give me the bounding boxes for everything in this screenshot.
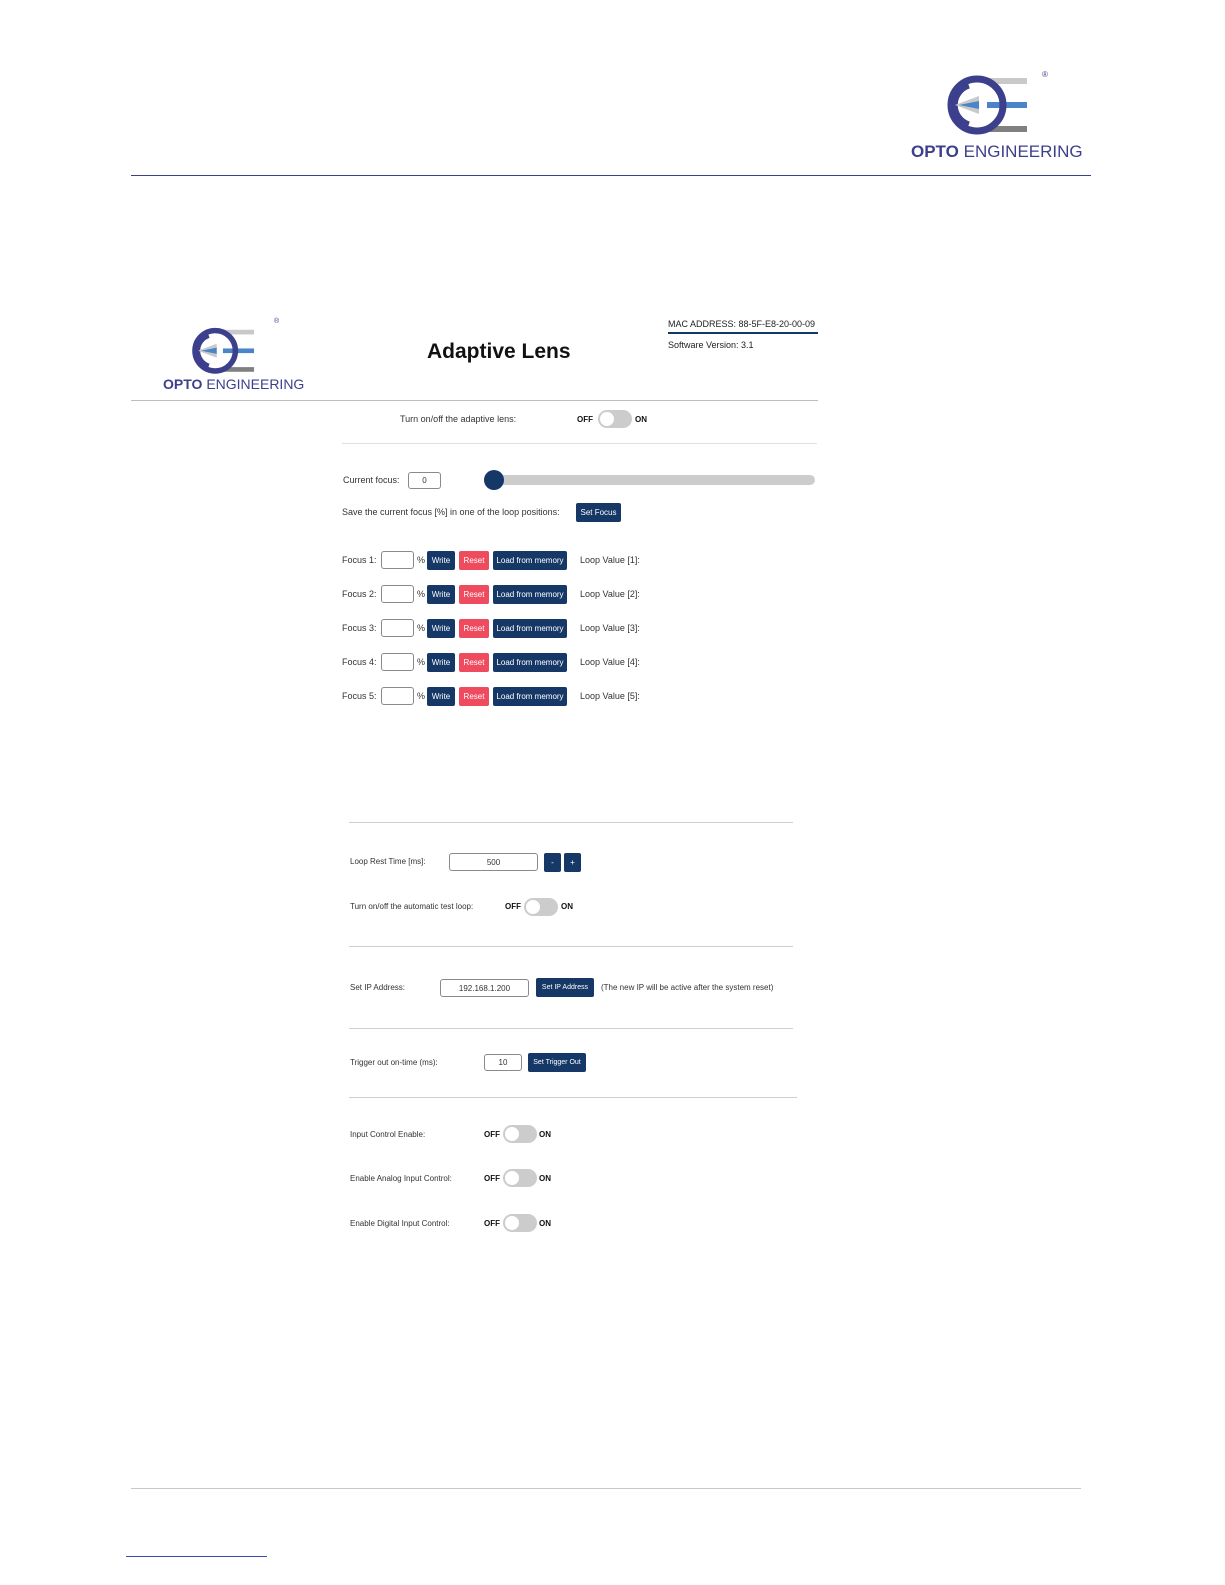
input-control-off: OFF <box>484 1130 500 1139</box>
loop-value-label: Loop Value [1]: <box>580 555 640 565</box>
write-button[interactable]: Write <box>427 619 455 638</box>
focus-label: Focus 5: <box>342 691 377 701</box>
ip-note: (The new IP will be active after the system reset) <box>601 983 774 992</box>
reset-button[interactable]: Reset <box>459 585 489 604</box>
divider-5 <box>349 1097 797 1098</box>
lens-toggle-on: ON <box>635 415 647 424</box>
focus-slider-thumb[interactable] <box>484 470 504 490</box>
test-loop-toggle-knob <box>526 900 540 914</box>
reset-button[interactable]: Reset <box>459 687 489 706</box>
app-header-divider <box>131 400 818 401</box>
analog-control-off: OFF <box>484 1174 500 1183</box>
lens-toggle-label: Turn on/off the adaptive lens: <box>400 414 517 424</box>
focus-input[interactable] <box>381 585 414 603</box>
software-version: Software Version: 3.1 <box>668 340 754 350</box>
write-button[interactable]: Write <box>427 687 455 706</box>
write-button[interactable]: Write <box>427 585 455 604</box>
ip-label: Set IP Address: <box>350 983 405 992</box>
mac-underline <box>668 332 818 334</box>
loop-value-label: Loop Value [2]: <box>580 589 640 599</box>
current-focus-input[interactable] <box>408 472 441 489</box>
app-logo-mark-icon <box>190 322 280 378</box>
analog-control-toggle-switch[interactable] <box>503 1169 537 1187</box>
trigger-input[interactable] <box>484 1054 522 1071</box>
analog-control-toggle-knob <box>505 1171 519 1185</box>
app-brand-light: ENGINEERING <box>206 376 305 392</box>
digital-control-toggle-switch[interactable] <box>503 1214 537 1232</box>
app-title: Adaptive Lens <box>427 340 571 363</box>
header-brand-light: ENGINEERING <box>963 142 1083 161</box>
load-from-memory-button[interactable]: Load from memory <box>493 551 567 570</box>
focus-label: Focus 4: <box>342 657 377 667</box>
loop-rest-minus-button[interactable]: - <box>544 853 561 872</box>
test-loop-on: ON <box>561 902 573 911</box>
trigger-label: Trigger out on-time (ms): <box>350 1058 438 1067</box>
divider-3 <box>349 946 793 947</box>
digital-control-on: ON <box>539 1219 551 1228</box>
loop-rest-plus-button[interactable]: + <box>564 853 581 872</box>
digital-control-toggle-knob <box>505 1216 519 1230</box>
focus-unit: % <box>417 623 426 633</box>
input-control-on: ON <box>539 1130 551 1139</box>
focus-unit: % <box>417 589 426 599</box>
ip-input[interactable] <box>440 979 529 997</box>
loop-rest-label: Loop Rest Time [ms]: <box>350 857 426 866</box>
lens-toggle-switch[interactable] <box>598 410 632 428</box>
mac-address: MAC ADDRESS: 88-5F-E8-20-00-09 <box>668 319 816 329</box>
focus-unit: % <box>417 555 426 565</box>
header-registered-mark: ® <box>1042 70 1048 79</box>
header-divider <box>131 175 1091 176</box>
app-registered-mark: ® <box>274 318 280 325</box>
footer-link-underline[interactable] <box>126 1556 267 1557</box>
divider-4 <box>349 1028 793 1029</box>
reset-button[interactable]: Reset <box>459 551 489 570</box>
app-logo-text <box>163 376 304 392</box>
app-brand-bold: OPTO <box>163 376 203 392</box>
focus-input[interactable] <box>381 551 414 569</box>
divider-2 <box>349 822 793 823</box>
test-loop-off: OFF <box>505 902 521 911</box>
reset-button[interactable]: Reset <box>459 619 489 638</box>
focus-label: Focus 1: <box>342 555 377 565</box>
divider-1 <box>342 443 817 444</box>
lens-toggle-knob <box>600 412 614 426</box>
analog-control-on: ON <box>539 1174 551 1183</box>
loop-value-label: Loop Value [5]: <box>580 691 640 701</box>
digital-control-label: Enable Digital Input Control: <box>350 1219 450 1228</box>
input-control-toggle-knob <box>505 1127 519 1141</box>
test-loop-toggle-switch[interactable] <box>524 898 558 916</box>
focus-unit: % <box>417 691 426 701</box>
set-focus-button[interactable]: Set Focus <box>576 503 621 522</box>
header-logo-text <box>911 142 1083 162</box>
input-control-toggle-switch[interactable] <box>503 1125 537 1143</box>
loop-rest-input[interactable] <box>449 853 538 871</box>
focus-label: Focus 3: <box>342 623 377 633</box>
header-brand-bold: OPTO <box>911 142 959 161</box>
test-loop-label: Turn on/off the automatic test loop: <box>350 902 474 911</box>
load-from-memory-button[interactable]: Load from memory <box>493 687 567 706</box>
focus-input[interactable] <box>381 687 414 705</box>
load-from-memory-button[interactable]: Load from memory <box>493 619 567 638</box>
app-logo <box>160 318 320 396</box>
focus-label: Focus 2: <box>342 589 377 599</box>
footer-divider <box>131 1488 1081 1489</box>
focus-input[interactable] <box>381 653 414 671</box>
set-ip-button[interactable]: Set IP Address <box>536 978 594 997</box>
save-focus-label: Save the current focus [%] in one of the loop positions: <box>342 507 560 517</box>
header-logo <box>905 68 1090 163</box>
focus-unit: % <box>417 657 426 667</box>
input-control-label: Input Control Enable: <box>350 1130 426 1139</box>
reset-button[interactable]: Reset <box>459 653 489 672</box>
focus-slider-track[interactable] <box>484 475 815 485</box>
load-from-memory-button[interactable]: Load from memory <box>493 653 567 672</box>
loop-value-label: Loop Value [4]: <box>580 657 640 667</box>
write-button[interactable]: Write <box>427 653 455 672</box>
current-focus-label: Current focus: <box>343 475 400 485</box>
write-button[interactable]: Write <box>427 551 455 570</box>
set-trigger-out-button[interactable]: Set Trigger Out <box>528 1053 586 1072</box>
analog-control-label: Enable Analog Input Control: <box>350 1174 452 1183</box>
lens-toggle-off: OFF <box>577 415 593 424</box>
load-from-memory-button[interactable]: Load from memory <box>493 585 567 604</box>
digital-control-off: OFF <box>484 1219 500 1228</box>
loop-value-label: Loop Value [3]: <box>580 623 640 633</box>
focus-input[interactable] <box>381 619 414 637</box>
